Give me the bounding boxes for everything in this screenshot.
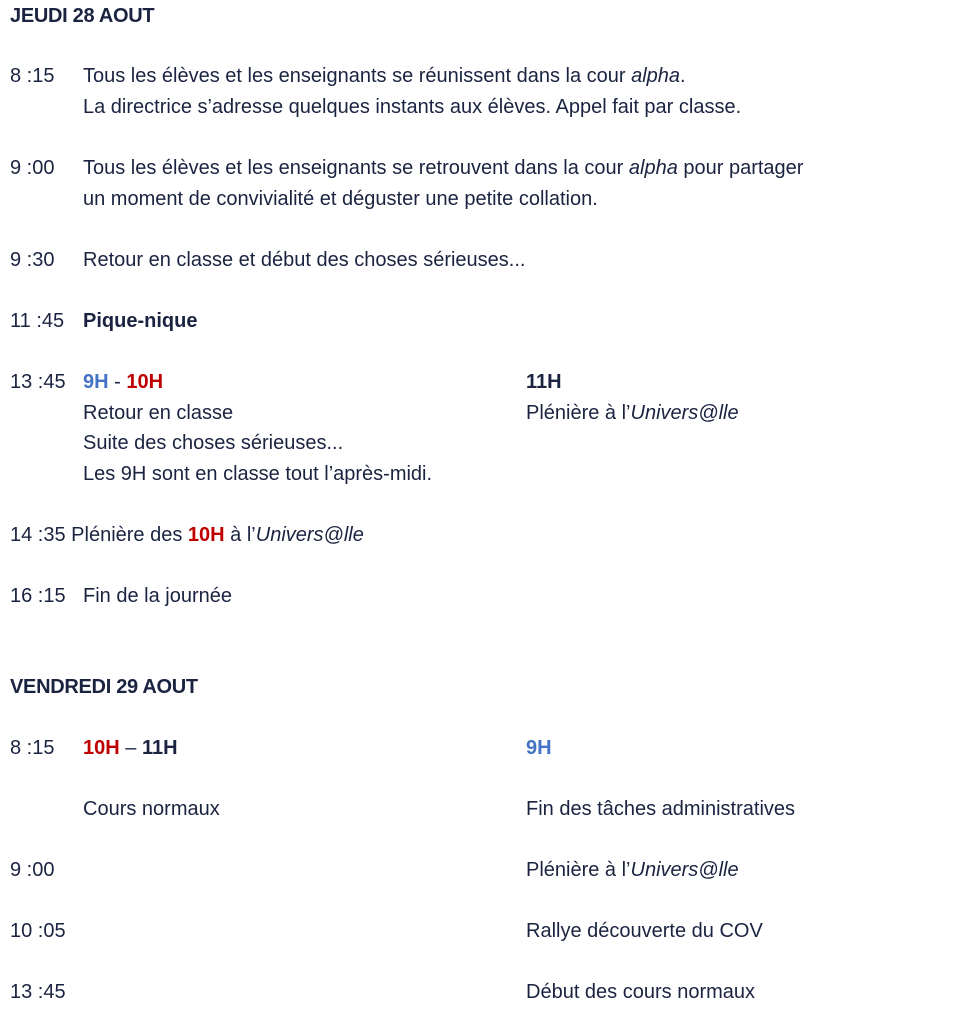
location-universalle: Univers@lle — [630, 402, 739, 424]
time-thu-1145: 11 :45 — [10, 310, 65, 332]
time-fri-1345: 13 :45 — [10, 981, 66, 1003]
heading-thursday: JEUDI 28 AOUT — [10, 5, 155, 27]
event-fri-1345: Début des cours normaux — [526, 981, 756, 1003]
event-fri-left-cours: Cours normaux — [83, 798, 220, 820]
event-thu-0900-line1 — [83, 156, 803, 180]
time-fri-1005: 10 :05 — [10, 920, 66, 942]
tag-10h: 10H — [126, 371, 164, 393]
time-thu-0930: 9 :30 — [10, 249, 55, 271]
heading-friday: VENDREDI 29 AOUT — [10, 676, 198, 698]
separator: - — [108, 371, 127, 393]
separator: – — [119, 737, 142, 759]
time-fri-0900: 9 :00 — [10, 859, 55, 881]
text: pour partager — [677, 157, 804, 179]
event-thu-1435 — [10, 523, 364, 547]
event-fri-1005: Rallye découverte du COV — [526, 920, 763, 942]
event-thu-1345-left-line2: Suite des choses sérieuses... — [83, 432, 344, 454]
text: . — [680, 65, 686, 87]
tag-11h: 11H — [526, 371, 562, 393]
event-thu-1345-right — [526, 401, 739, 425]
location-universalle: Univers@lle — [255, 524, 364, 546]
tag-9h: 9H — [83, 371, 109, 393]
time-thu-1435: 14 :35 — [10, 524, 66, 546]
text: à l’ — [224, 524, 256, 546]
time-thu-0815: 8 :15 — [10, 65, 55, 87]
event-fri-right-admin: Fin des tâches administratives — [526, 798, 796, 820]
event-thu-0815-line2: La directrice s’adresse quelques instants aux élèves. Appel fait par classe. — [83, 96, 742, 118]
text: Plénière à l’ — [526, 859, 631, 881]
event-thu-0900-line2: un moment de convivialité et déguster une petite collation. — [83, 188, 598, 210]
event-thu-0930: Retour en classe et début des choses sérieuses... — [83, 249, 526, 271]
event-thu-1615: Fin de la journée — [83, 585, 232, 607]
event-thu-1345-left-line3: Les 9H sont en classe tout l’après-midi. — [83, 463, 433, 485]
location-alpha: alpha — [628, 157, 678, 179]
tag-9h: 9H — [526, 737, 552, 759]
text: Plénière des — [71, 524, 188, 546]
text: Plénière à l’ — [526, 402, 631, 424]
event-thu-1345-left-line1: Retour en classe — [83, 402, 234, 424]
location-universalle: Univers@lle — [630, 859, 739, 881]
time-thu-0900: 9 :00 — [10, 157, 55, 179]
time-fri-0815: 8 :15 — [10, 737, 55, 759]
tag-11h: 11H — [141, 737, 178, 759]
text: Tous les élèves et les enseignants se retrouvent dans la cour — [83, 157, 629, 179]
event-fri-0900 — [526, 858, 739, 882]
event-thu-1145: Pique-nique — [83, 310, 198, 332]
location-alpha: alpha — [631, 65, 681, 87]
text: Tous les élèves et les enseignants se réunissent dans la cour — [83, 65, 632, 87]
event-thu-0815-line1 — [83, 64, 686, 88]
group-tags-10h-11h — [83, 736, 178, 760]
group-tags-9h-10h — [83, 370, 163, 394]
tag-10h: 10H — [83, 737, 120, 759]
time-thu-1345: 13 :45 — [10, 371, 66, 393]
time-thu-1615: 16 :15 — [10, 585, 66, 607]
tag-10h: 10H — [187, 524, 225, 546]
